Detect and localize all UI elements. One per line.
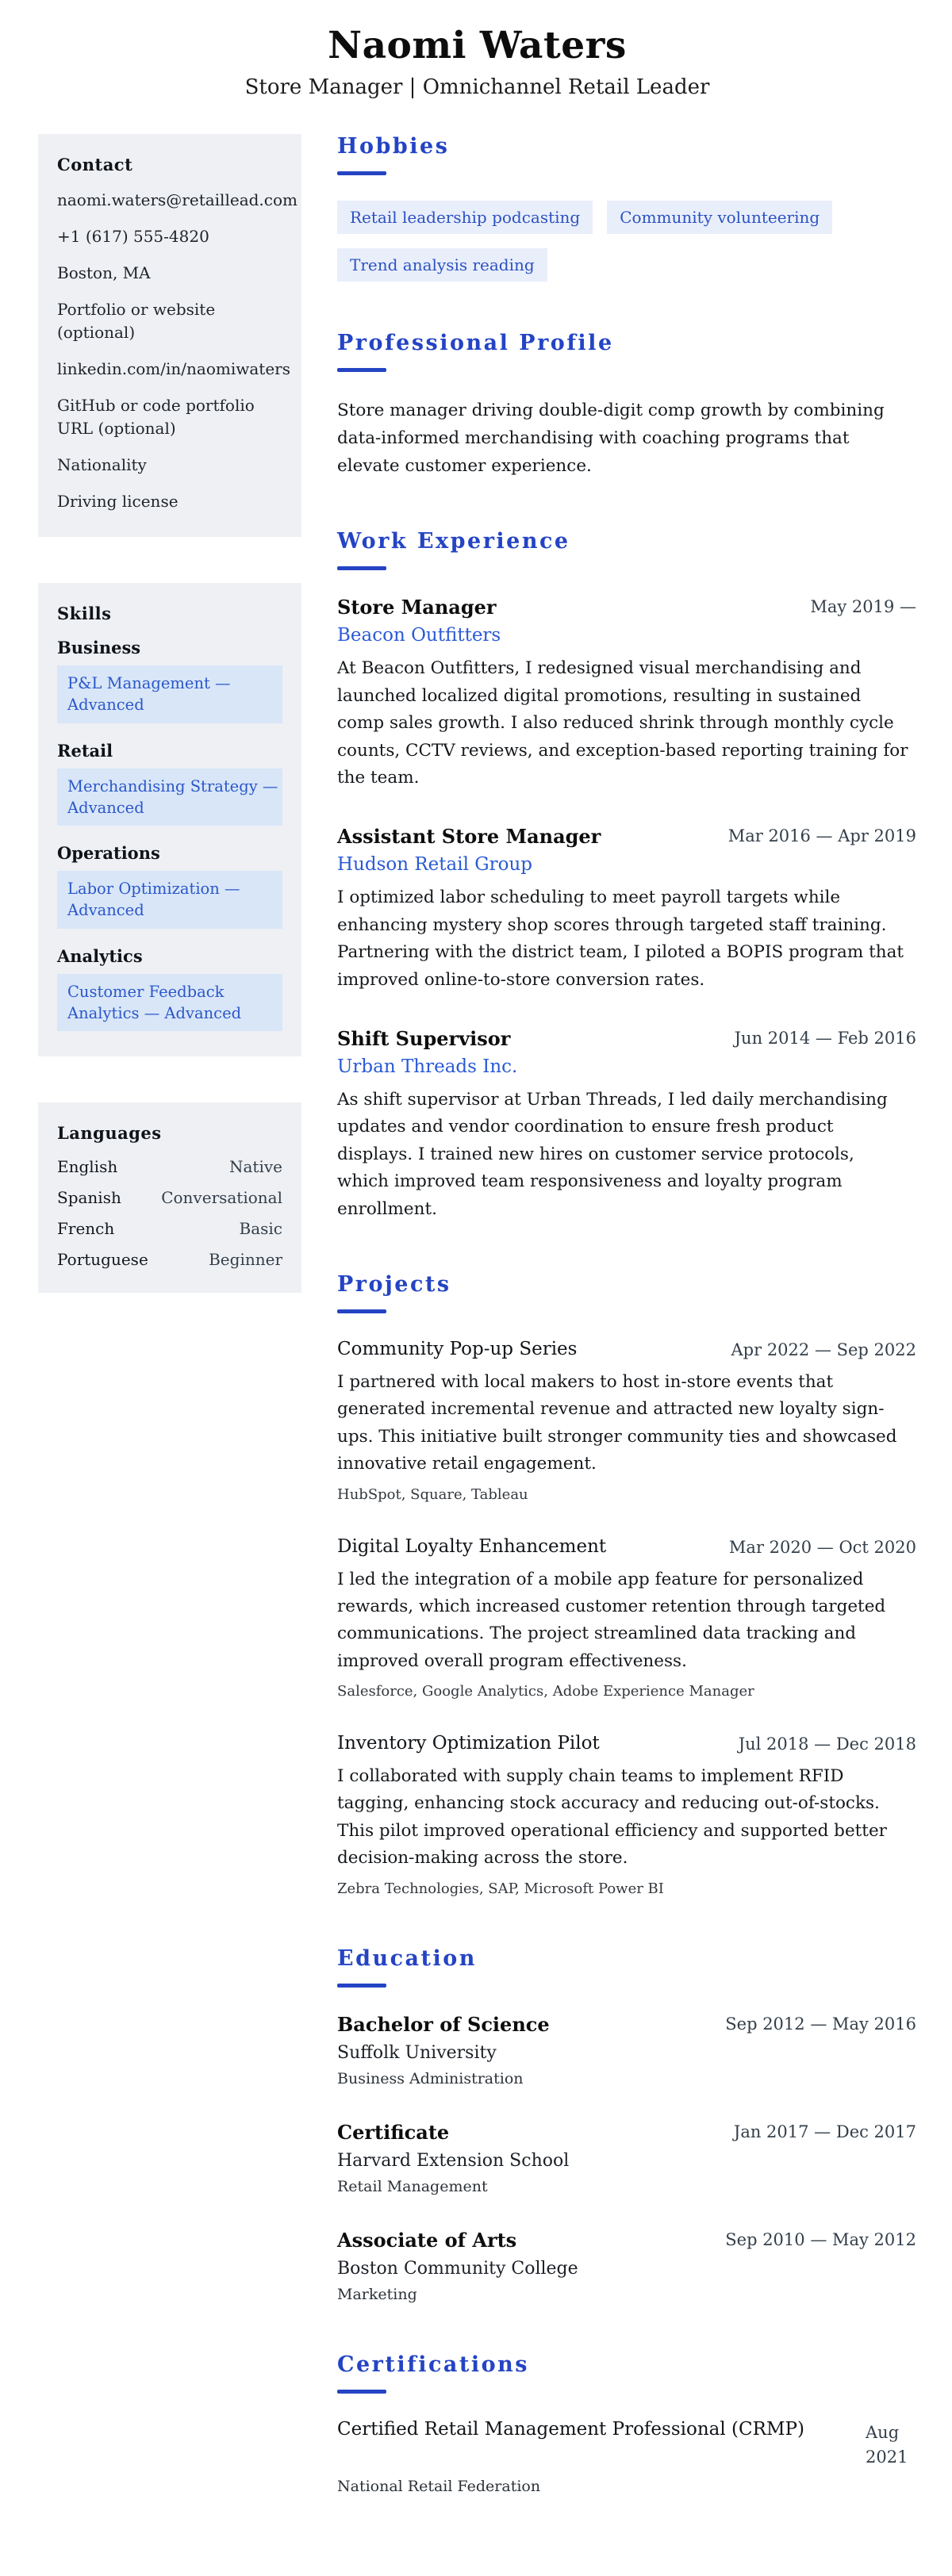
education-entry [337,2121,916,2195]
work-entry [337,596,916,792]
section-projects [337,1272,916,1897]
projects-section-title: Projects [337,1271,451,1297]
certification-entry [337,2419,916,2495]
skills-card [38,583,301,1056]
section-underline [337,368,386,372]
certification-name: Certified Retail Management Professional (CRMP) [337,2418,804,2440]
person-name: Naomi Waters [328,24,627,67]
project-description: I led the integration of a mobile app feature for personalized rewards, which increased customer retention through targeted communications. The project streamlined data tracking and improved overall program effectiveness. [337,1569,886,1671]
degree-title: Bachelor of Science [337,2012,550,2036]
work-section-title: Work Experience [337,529,570,554]
hobbies-section-title: Hobbies [337,134,450,159]
job-date-range: May 2019 — [810,597,916,617]
language-level: Beginner [209,1250,282,1270]
resume-header [38,24,916,99]
skill-chip: Customer Feedback Analytics — Advanced [57,974,282,1032]
language-name: Spanish [57,1188,121,1208]
skill-chip: P&L Management — Advanced [57,665,282,723]
degree-title: Certificate [337,2120,450,2144]
certifications-section-title: Certifications [337,2352,529,2377]
degree-title: Associate of Arts [337,2228,517,2252]
language-row [57,1219,282,1238]
work-entry [337,825,916,994]
hobby-chip: Trend analysis reading [337,248,547,282]
contact-github: GitHub or code portfolio URL (optional) [57,396,255,438]
skill-group-retail [57,741,282,826]
project-entry [337,1339,916,1503]
hobby-chip: Community volunteering [607,201,832,234]
language-row [57,1250,282,1269]
field-of-study: Marketing [337,2285,417,2303]
skill-chip: Labor Optimization — Advanced [57,871,282,929]
job-title: Shift Supervisor [337,1027,511,1050]
skill-category-label: Business [57,638,141,657]
job-title: Store Manager [337,596,497,619]
content-columns [38,134,916,2544]
skill-group-analytics [57,946,282,1032]
education-entry [337,2013,916,2087]
person-headline: Store Manager | Omnichannel Retail Leader [244,75,710,99]
language-level: Basic [239,1219,282,1239]
section-underline [337,171,386,175]
language-level: Native [229,1157,282,1177]
section-underline [337,1309,386,1313]
language-name: French [57,1219,115,1239]
section-hobbies [337,134,916,282]
certification-issuer: National Retail Federation [337,2477,541,2495]
skill-category-label: Analytics [57,945,143,966]
project-title: Inventory Optimization Pilot [337,1733,600,1754]
contact-phone: +1 (617) 555-4820 [57,227,209,246]
project-title: Digital Loyalty Enhancement [337,1535,607,1557]
skill-chip: Merchandising Strategy — Advanced [57,769,282,826]
skill-category-label: Operations [57,843,160,864]
contact-location: Boston, MA [57,263,151,282]
job-description: I optimized labor scheduling to meet payroll targets while enhancing mystery shop scores through targeted staff training. Partnering with the district team, I piloted a BOPIS program that improved online-to-store conversion rates. [337,887,904,990]
field-of-study: Business Administration [337,2069,524,2087]
section-work-experience [337,529,916,1222]
job-description: At Beacon Outfitters, I redesigned visual merchandising and launched localized digital promotions, resulting in sustained comp sales growth. I also reduced shrink through monthly cycle counts, CCTV reviews, and exception-based reporting training for the team. [337,658,908,788]
school-name: Harvard Extension School [337,2150,570,2171]
company-link[interactable]: Hudson Retail Group [337,854,533,876]
project-tools: Zebra Technologies, SAP, Microsoft Power BI [337,1880,664,1897]
education-entry [337,2229,916,2303]
project-date-range: Apr 2022 — Sep 2022 [731,1340,916,1359]
language-name: English [57,1157,118,1177]
skills-title: Skills [57,604,112,623]
sidebar [38,134,301,1339]
school-name: Suffolk University [337,2042,497,2063]
work-entry [337,1027,916,1223]
section-education [337,1946,916,2303]
job-date-range: Mar 2016 — Apr 2019 [727,826,916,846]
section-professional-profile [337,331,916,480]
language-row [57,1157,282,1176]
certification-date: Aug 2021 [866,2422,908,2467]
project-description: I partnered with local makers to host in-store events that generated incremental revenue and attracted new loyalty sign-ups. This initiative built stronger community ties and showcased innovative retail engagement. [337,1371,897,1474]
project-date-range: Mar 2020 — Oct 2020 [728,1537,916,1557]
skill-category-label: Retail [57,740,113,761]
section-certifications [337,2352,916,2495]
school-name: Boston Community College [337,2258,578,2279]
profile-section-title: Professional Profile [337,331,614,355]
project-entry [337,1733,916,1897]
skill-group-business [57,638,282,723]
project-date-range: Jul 2018 — Dec 2018 [738,1735,916,1754]
job-date-range: Jun 2014 — Feb 2016 [734,1029,916,1048]
languages-title: Languages [57,1123,162,1144]
profile-summary: Store manager driving double-digit comp growth by combining data-informed merchandising with coaching programs that elevate customer experience. [337,401,885,476]
language-row [57,1188,282,1207]
company-link[interactable]: Beacon Outfitters [337,625,501,646]
education-date-range: Sep 2012 — May 2016 [725,2014,916,2034]
section-underline [337,2390,386,2394]
section-underline [337,1984,386,1988]
project-description: I collaborated with supply chain teams to implement RFID tagging, enhancing stock accuracy and reducing out-of-stocks. This pilot improved operational efficiency and supported better decision-making across the store. [337,1766,887,1869]
contact-title: Contact [57,155,133,174]
skill-group-operations [57,843,282,929]
section-underline [337,566,386,570]
hobby-chip-row [337,201,916,282]
contact-driving-license: Driving license [57,492,178,511]
language-level: Conversational [161,1188,282,1208]
project-title: Community Pop-up Series [337,1338,578,1359]
hobby-chip: Retail leadership podcasting [337,201,593,234]
job-description: As shift supervisor at Urban Threads, I led daily merchandising updates and vendor coordination to ensure fresh product displays. I trained new hires on customer service protocols, which improved team responsiveness and loyalty program enrollment. [337,1090,888,1219]
contact-email: naomi.waters@retaillead.com [57,190,298,209]
education-date-range: Sep 2010 — May 2012 [725,2229,916,2249]
field-of-study: Retail Management [337,2177,488,2195]
contact-linkedin: linkedin.com/in/naomiwaters [57,359,290,378]
contact-nationality: Nationality [57,455,147,474]
language-name: Portuguese [57,1250,148,1270]
education-date-range: Jan 2017 — Dec 2017 [733,2122,916,2141]
project-entry [337,1536,916,1700]
project-tools: Salesforce, Google Analytics, Adobe Experience Manager [337,1683,754,1700]
contact-portfolio: Portfolio or website (optional) [57,300,216,342]
education-section-title: Education [337,1945,477,1971]
company-link[interactable]: Urban Threads Inc. [337,1056,518,1077]
project-tools: HubSpot, Square, Tableau [337,1485,528,1503]
contact-card [38,134,301,537]
job-title: Assistant Store Manager [337,825,601,849]
main-column [337,134,916,2544]
languages-card [38,1102,301,1293]
